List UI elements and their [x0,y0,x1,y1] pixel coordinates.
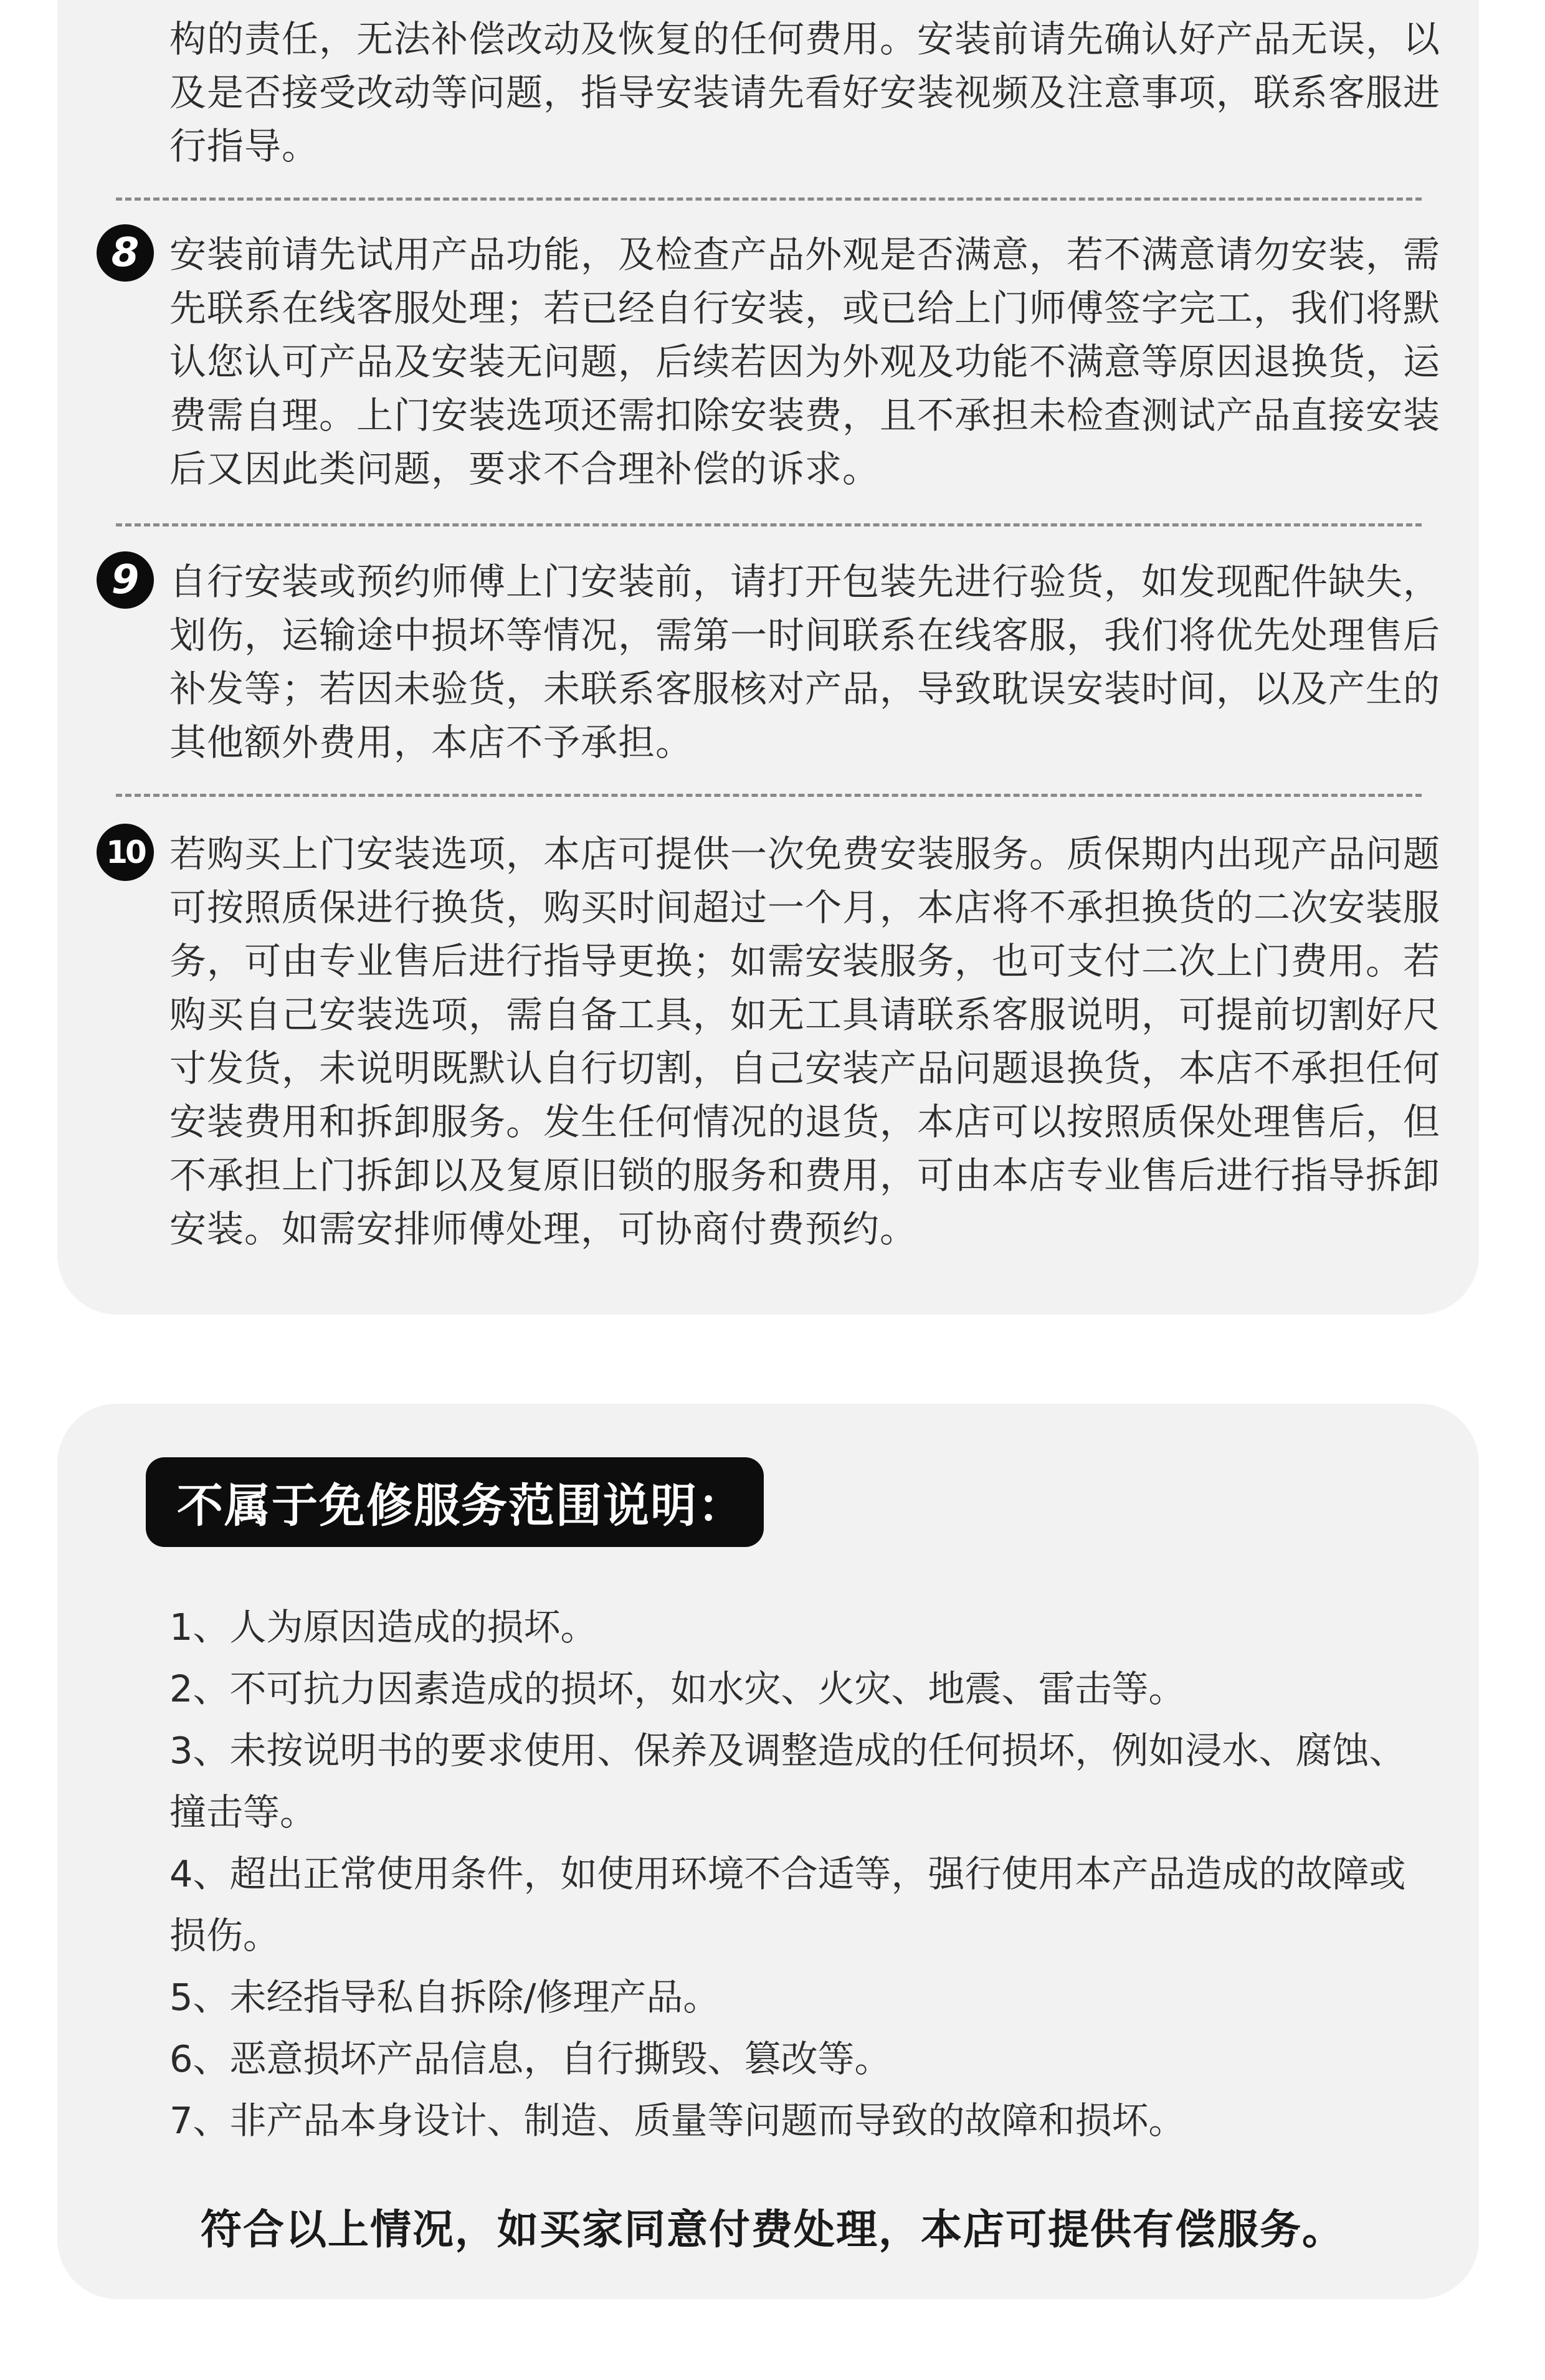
list-item: 7、非产品本身设计、制造、质量等问题而导致的故障和损坏。 [169,2099,1186,2142]
install-note-10: 若购买上门安装选项，本店可提供一次免费安装服务。质保期内出现产品问题可按照质保进行换货，购买时间超过一个月，本店将不承担换货的二次安装服务，可由专业售后进行指导更换；如需安装服务，也可支付二次上门费用。若购买自己安装选项，需自备工具，如无工具请联系客服说明，可提前切割好尺寸发货，未说明既默认自行切割，自己安装产品问题退换货，本店不承担任何安装费用和拆卸服务。发生任何情况的退货，本店可以按照质保处理售后，但不承担上门拆卸以及复原旧锁的服务和费用，可由本店专业售后进行指导拆卸安装。如需安排师傅处理，可协商付费预约。 [169,832,1441,1250]
list-item: 6、恶意损坏产品信息，自行撕毁、篡改等。 [169,2037,891,2080]
install-note-8: 安装前请先试用产品功能，及检查产品外观是否满意，若不满意请勿安装，需先联系在线客服处理；若已经自行安装，或已给上门师傅签字完工，我们将默认您认可产品及安装无问题，后续若因为外观及功能不满意等原因退换货，运费需自理。上门安装选项还需扣除安装费，且不承担未检查测试产品直接安装后又因此类问题，要求不合理补偿的诉求。 [169,233,1441,490]
list-item: 5、未经指导私自拆除/修理产品。 [169,1976,720,2019]
list-item: 2、不可抗力因素造成的损坏，如水灾、火灾、地震、雷击等。 [169,1667,1186,1710]
dashed-divider [116,794,1422,797]
paid-service-note: 符合以上情况，如买家同意付费处理，本店可提供有偿服务。 [201,2206,1344,2254]
exclusions-heading: 不属于免修服务范围说明： [146,1457,764,1547]
number-9-badge-icon: 9 [97,551,154,609]
list-item: 1、人为原因造成的损坏。 [169,1606,597,1649]
number-10-badge-icon: 10 [97,824,154,881]
dashed-divider [116,198,1422,201]
list-item: 4、超出正常使用条件，如使用环境不合适等，强行使用本产品造成的故障或损伤。 [169,1852,1406,1957]
dashed-divider [116,523,1422,526]
exclusions-list [169,1596,1440,2151]
install-note-9: 自行安装或预约师傅上门安装前，请打开包装先进行验货，如发现配件缺失，划伤，运输途中损坏等情况，需第一时间联系在线客服，我们将优先处理售后补发等；若因未验货，未联系客服核对产品，导致耽误安装时间，以及产生的其他额外费用，本店不予承担。 [169,560,1441,764]
install-note-7-tail: 构的责任，无法补偿改动及恢复的任何费用。安装前请先确认好产品无误，以及是否接受改动等问题，指导安装请先看好安装视频及注意事项，联系客服进行指导。 [169,17,1441,168]
list-item: 3、未按说明书的要求使用、保养及调整造成的任何损坏，例如浸水、腐蚀、撞击等。 [169,1729,1406,1834]
number-8-badge-icon: 8 [97,224,154,282]
